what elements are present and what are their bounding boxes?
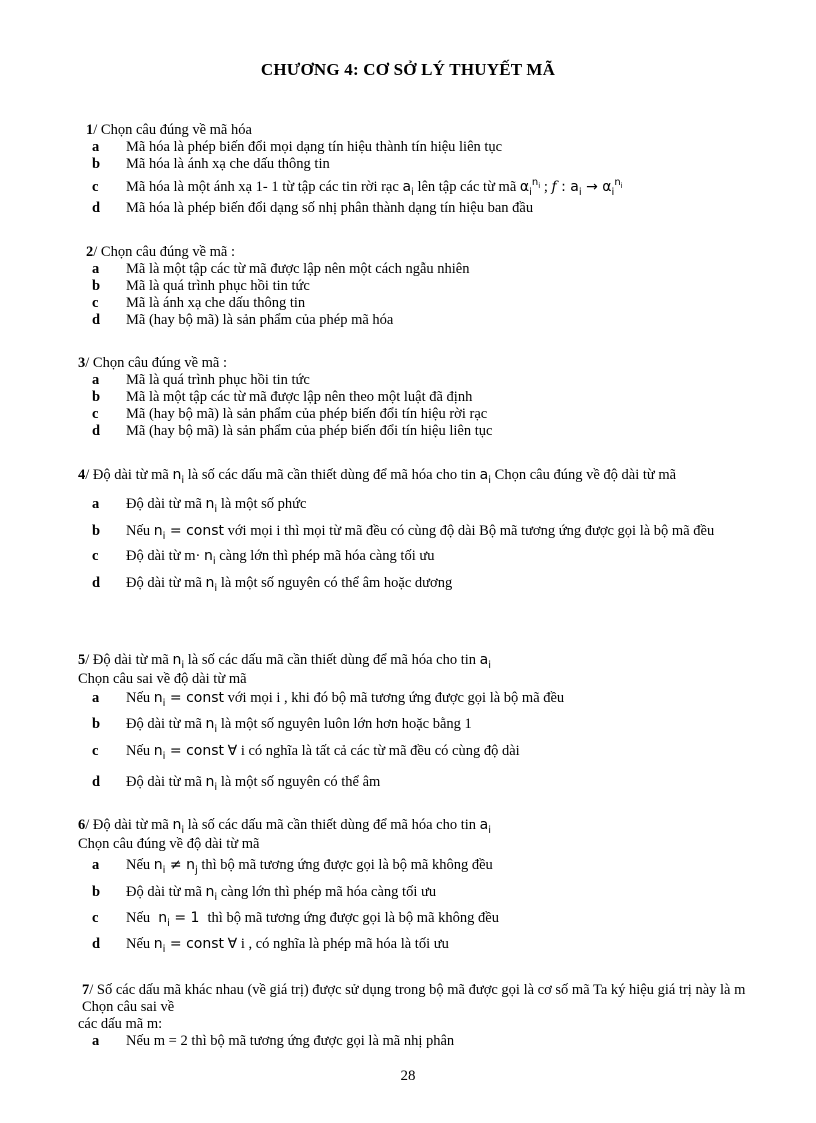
option-text: Mã hóa là ánh xạ che dấu thông tin: [126, 156, 330, 172]
option-a: [78, 689, 758, 708]
question-stem: [78, 982, 758, 1016]
option-b: [78, 883, 758, 902]
formula: $a_i$: [402, 179, 414, 198]
formula: $n_i$ = const: [153, 743, 225, 762]
option-d: [78, 423, 758, 440]
option-text: Mã là một tập các từ mã được lập nên một cách ngẫu nhiên: [126, 261, 470, 277]
option-d: [78, 935, 758, 954]
stem-line-2: Chọn câu sai về độ dài từ mã: [78, 671, 247, 687]
option-text: Độ dài từ mã: [126, 496, 202, 512]
option-a: [78, 856, 758, 875]
option-text: Độ dài từ m·: [126, 548, 201, 564]
option-text: là một số nguyên luôn lớn hơn hoặc bằng 1: [220, 716, 472, 732]
stem-text: / Số các dấu mã khác nhau (về giá trị) được sử dụng trong bộ mã được gọi là cơ số mã Ta ký hiệu giá trị này là m Chọn câu sai về: [82, 982, 746, 1015]
option-label: a: [92, 690, 100, 706]
option-text: Mã là một tập các từ mã được lập nên theo một luật đã định: [126, 389, 473, 405]
stem-text: / Độ dài từ mã: [85, 467, 169, 483]
option-a: [78, 372, 758, 389]
option-label: a: [92, 372, 100, 388]
option-label: d: [92, 312, 101, 328]
question-number: 1: [86, 122, 94, 138]
stem-line-3: các dấu mã m:: [78, 1016, 163, 1032]
option-label: c: [92, 406, 99, 422]
option-text: Nếu: [126, 936, 151, 952]
option-text: Mã hóa là phép biến đổi dạng số nhị phân thành dạng tín hiệu ban đầu: [126, 200, 534, 216]
formula: $n_i$ = const: [153, 523, 225, 542]
question-6: [78, 816, 758, 954]
option-c: [78, 179, 758, 196]
option-d: [78, 773, 758, 792]
formula: $a_i$: [479, 817, 492, 836]
option-label: d: [92, 200, 101, 216]
formula: $n_i$: [205, 496, 218, 515]
option-text: Mã hóa là một ánh xạ 1- 1 từ tập các tin rời rạc: [126, 179, 399, 195]
option-label: d: [92, 936, 101, 952]
option-text: lên tập các từ mã: [417, 179, 517, 195]
stem-text: / Chọn câu đúng về mã :: [85, 355, 228, 371]
option-text: Độ dài từ mã: [126, 716, 202, 732]
formula: $n_i$: [205, 774, 218, 793]
option-text: là một số phức: [220, 496, 307, 512]
question-stem: [78, 466, 758, 485]
question-number: 3: [78, 355, 86, 371]
question-stem: [78, 355, 758, 372]
option-a: [78, 139, 758, 156]
option-text: Mã là quá trình phục hồi tin tức: [126, 278, 310, 294]
formula: $n_i$: [203, 548, 216, 567]
option-label: a: [92, 261, 100, 277]
option-text: Độ dài từ mã: [126, 884, 202, 900]
option-text: Độ dài từ mã: [126, 575, 202, 591]
option-label: b: [92, 523, 101, 539]
option-text: là một số nguyên có thể âm: [220, 774, 381, 790]
option-text: càng lớn thì phép mã hóa càng tối ưu: [219, 548, 435, 564]
option-b: [78, 156, 758, 173]
question-stem: [78, 244, 758, 261]
option-label: c: [92, 910, 99, 926]
option-label: c: [92, 179, 99, 195]
question-number: 7: [82, 982, 90, 998]
option-text: Mã là ánh xạ che dấu thông tin: [126, 295, 306, 311]
stem-text: Chọn câu đúng về độ dài từ mã: [494, 467, 677, 483]
question-2: [78, 244, 758, 329]
option-c: [78, 547, 758, 566]
stem-text: là số các dấu mã cần thiết dùng để mã hóa cho tin: [187, 817, 477, 833]
formula: $\alpha_i^{n_i}$: [519, 177, 541, 198]
stem-text: là số các dấu mã cần thiết dùng để mã hóa cho tin: [187, 652, 477, 668]
question-number: 4: [78, 467, 86, 483]
option-b: [78, 522, 758, 541]
question-4: [78, 466, 758, 593]
option-text: Độ dài từ mã: [126, 774, 202, 790]
question-number: 2: [86, 244, 94, 260]
option-label: a: [92, 1033, 100, 1049]
question-7: [78, 982, 758, 1050]
option-label: a: [92, 857, 100, 873]
formula: $n_i = 1$: [153, 910, 204, 929]
option-text: với mọi i thì mọi từ mã đều có cùng độ dài Bộ mã tương ứng được gọi là bộ mã đều: [227, 523, 715, 539]
option-label: b: [92, 884, 101, 900]
stem-text: là số các dấu mã cần thiết dùng để mã hóa cho tin: [187, 467, 477, 483]
formula: $a_i$: [479, 467, 492, 486]
question-number: 5: [78, 652, 86, 668]
question-1: [78, 122, 758, 217]
option-text: thì bộ mã tương ứng được gọi là bộ mã không đều: [207, 910, 499, 926]
stem-text: / Độ dài từ mã: [85, 652, 169, 668]
option-text: Mã (hay bộ mã) là sản phẩm của phép biến đổi tín hiệu rời rạc: [126, 406, 488, 422]
option-label: d: [92, 774, 101, 790]
question-stem: [78, 122, 758, 139]
option-text: Mã là quá trình phục hồi tin tức: [126, 372, 310, 388]
for-all-symbol: ∀: [227, 936, 238, 952]
stem-text: / Chọn câu đúng về mã hóa: [93, 122, 252, 138]
formula: $n_i$: [172, 817, 185, 836]
option-text: Nếu: [126, 910, 151, 926]
option-c: [78, 742, 758, 761]
option-a: [78, 261, 758, 278]
option-label: d: [92, 575, 101, 591]
option-label: c: [92, 295, 99, 311]
formula: f : $a_i \to \alpha_i^{n_i}$: [551, 177, 623, 198]
formula: $n_i$: [205, 575, 218, 594]
option-text: với mọi i , khi đó bộ mã tương ứng được gọi là bộ mã đều: [227, 690, 565, 706]
option-label: b: [92, 716, 101, 732]
option-label: c: [92, 548, 99, 564]
stem-text: / Độ dài từ mã: [85, 817, 169, 833]
question-stem: [78, 816, 758, 835]
option-c: [78, 909, 758, 928]
option-b: [78, 715, 758, 734]
formula: $n_i \ne n_j$: [153, 857, 198, 876]
formula: $n_i$: [172, 652, 185, 671]
option-label: a: [92, 496, 100, 512]
for-all-symbol: ∀: [227, 743, 238, 759]
question-stem: [78, 651, 758, 670]
option-c: [78, 406, 758, 423]
option-c: [78, 295, 758, 312]
option-label: a: [92, 139, 100, 155]
option-text: Mã (hay bộ mã) là sản phẩm của phép biến đổi tín hiệu liên tục: [126, 423, 493, 439]
formula: $a_i$: [479, 652, 492, 671]
option-d: [78, 312, 758, 329]
chapter-title: CHƯƠNG 4: CƠ SỞ LÝ THUYẾT MÃ: [260, 60, 556, 79]
option-label: b: [92, 389, 101, 405]
separator: ;: [543, 179, 548, 195]
option-a: [78, 495, 758, 514]
formula: $n_i$ = const: [153, 690, 225, 709]
question-3: [78, 355, 758, 440]
option-text: i có nghĩa là tất cả các từ mã đều có cùng độ dài: [240, 743, 520, 759]
option-text: Nếu: [126, 857, 151, 873]
option-text: Nếu: [126, 523, 151, 539]
option-label: c: [92, 743, 99, 759]
option-b: [78, 389, 758, 406]
formula: $n_i$: [205, 716, 218, 735]
option-text: i , có nghĩa là phép mã hóa là tối ưu: [240, 936, 449, 952]
formula: $n_i$: [172, 467, 185, 486]
option-text: Mã (hay bộ mã) là sản phẩm của phép mã hóa: [126, 312, 394, 328]
stem-line-2: Chọn câu đúng về độ dài từ mã: [78, 836, 260, 852]
option-d: [78, 200, 758, 217]
question-5: [78, 651, 758, 792]
option-text: càng lớn thì phép mã hóa càng tối ưu: [220, 884, 437, 900]
option-text: Nếu m = 2 thì bộ mã tương ứng được gọi là mã nhị phân: [126, 1033, 455, 1049]
option-text: thì bộ mã tương ứng được gọi là bộ mã không đều: [201, 857, 493, 873]
question-number: 6: [78, 817, 86, 833]
stem-text: / Chọn câu đúng về mã :: [93, 244, 236, 260]
option-text: Mã hóa là phép biến đổi mọi dạng tín hiệu thành tín hiệu liên tục: [126, 139, 503, 155]
option-label: b: [92, 156, 101, 172]
option-b: [78, 278, 758, 295]
option-label: d: [92, 423, 101, 439]
formula: $n_i$: [205, 884, 218, 903]
option-a: [78, 1033, 758, 1050]
option-d: [78, 574, 758, 593]
option-text: Nếu: [126, 690, 151, 706]
option-text: Nếu: [126, 743, 151, 759]
formula: $n_i$ = const: [153, 936, 225, 955]
option-text: là một số nguyên có thể âm hoặc dương: [220, 575, 453, 591]
page-number: 28: [400, 1068, 416, 1084]
option-label: b: [92, 278, 101, 294]
